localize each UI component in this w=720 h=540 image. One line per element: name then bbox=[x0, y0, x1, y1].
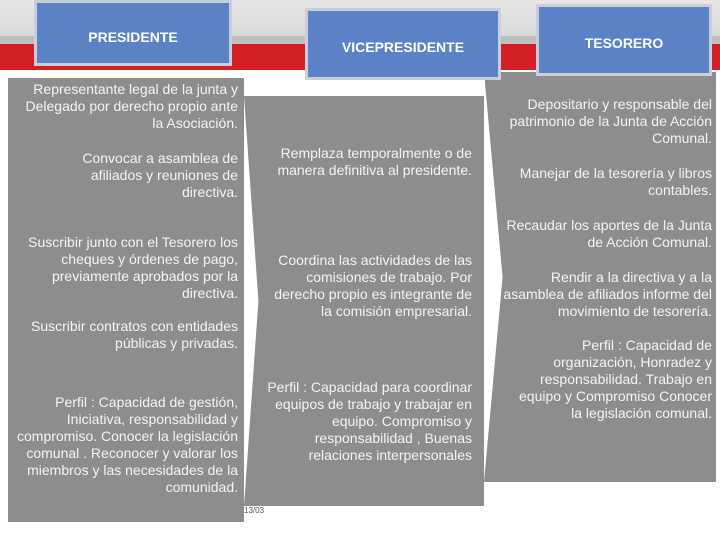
tesorero-header bbox=[536, 4, 712, 76]
slide-footer: 13/03 bbox=[244, 506, 265, 515]
presidente-title: PRESIDENTE bbox=[88, 29, 178, 45]
presidente-profile: Perfil : Capacidad de gestión, Iniciativa, responsabilidad y compromiso. Conocer la legislación comunal . Reconocer y valorar los miembros y las necesidades de la comunidad. bbox=[17, 394, 238, 495]
vicepresidente-role-1: Remplaza temporalmente o de manera definitiva al presidente. bbox=[277, 145, 472, 178]
tesorero-role-3: Recaudar los aportes de la Junta de Acción Comunal. bbox=[506, 217, 712, 250]
vicepresidente-header bbox=[305, 8, 501, 80]
presidente-role-1: Representante legal de la junta y Delegado por derecho propio ante la Asociación. bbox=[25, 81, 238, 131]
presidente-header bbox=[34, 0, 232, 66]
presidente-role-2: Convocar a asamblea de afiliados y reuniones de directiva. bbox=[82, 150, 238, 200]
tesorero-profile: Perfil : Capacidad de organización, Honradez y responsabilidad. Trabajo en equipo y Compromiso Conocer la legislación comunal. bbox=[519, 337, 712, 421]
tesorero-role-4: Rendir a la directiva y a la asamblea de afiliados informe del movimiento de tesorería. bbox=[503, 269, 712, 319]
tesorero-role-1: Depositario y responsable del patrimonio de la Junta de Acción Comunal. bbox=[509, 96, 712, 146]
vicepresidente-title: VICEPRESIDENTE bbox=[341, 39, 465, 55]
presidente-role-4: Suscribir contratos con entidades públicas y privadas. bbox=[31, 318, 238, 351]
vicepresidente-profile: Perfil : Capacidad para coordinar equipos de trabajo y trabajar en equipo. Compromiso y responsabilidad , Buenas relaciones interpersonales bbox=[267, 379, 472, 463]
tesorero-role-2: Manejar de la tesorería y libros contables. bbox=[519, 165, 712, 198]
tesorero-title: TESORERO bbox=[584, 35, 664, 51]
presidente-role-3: Suscribir junto con el Tesorero los cheques y órdenes de pago, previamente aprobados por la directiva. bbox=[28, 234, 238, 301]
vicepresidente-role-2: Coordina las actividades de las comisiones de trabajo. Por derecho propio es integrante de la comisión empresarial. bbox=[274, 252, 472, 319]
